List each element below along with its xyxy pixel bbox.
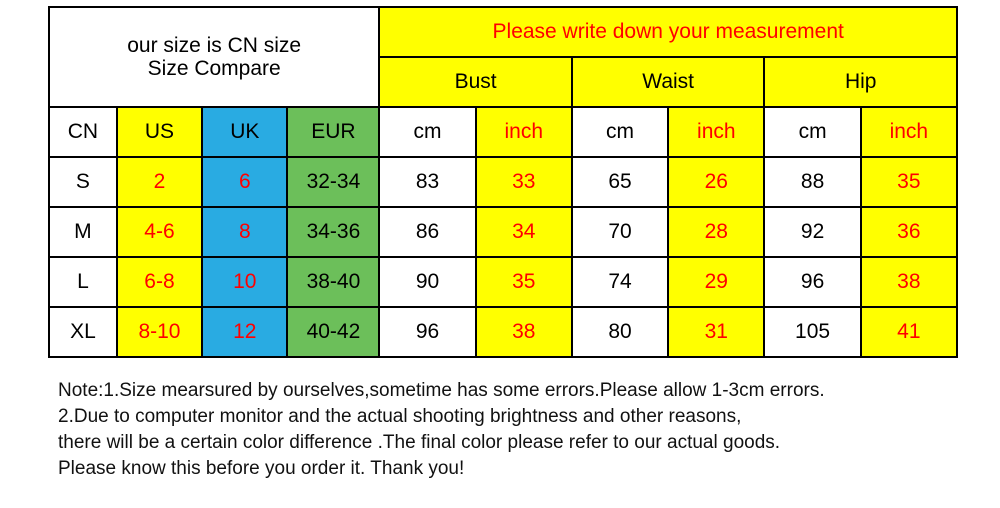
cell-hip-inch: 35 <box>861 157 957 207</box>
cell-waist-cm: 65 <box>572 157 668 207</box>
note-line-1: Note:1.Size mearsured by ourselves,sometime has some errors.Please allow 1-3cm errors. <box>58 380 825 401</box>
cell-hip-inch: 38 <box>861 257 957 307</box>
cell-us: 4-6 <box>117 207 202 257</box>
cell-eur: 40-42 <box>287 307 379 357</box>
cell-hip-cm: 105 <box>764 307 860 357</box>
cell-bust-cm: 83 <box>379 157 475 207</box>
column-header-bust-inch: inch <box>476 107 572 157</box>
table-row <box>49 307 957 357</box>
notes-block <box>58 378 958 482</box>
chart-title-line1: our size is CN size <box>127 33 302 57</box>
cell-us: 2 <box>117 157 202 207</box>
note-line-2: 2.Due to computer monitor and the actual shooting brightness and other reasons, <box>58 406 742 427</box>
column-header-hip-inch: inch <box>861 107 957 157</box>
size-chart-table <box>48 6 958 358</box>
cell-hip-cm: 96 <box>764 257 860 307</box>
cell-eur: 32-34 <box>287 157 379 207</box>
cell-hip-cm: 88 <box>764 157 860 207</box>
chart-title-cell <box>49 7 379 107</box>
cell-uk: 8 <box>202 207 287 257</box>
measurement-header: Please write down your measurement <box>379 7 957 57</box>
column-header-us: US <box>117 107 202 157</box>
cell-waist-cm: 80 <box>572 307 668 357</box>
cell-hip-inch: 41 <box>861 307 957 357</box>
cell-eur: 34-36 <box>287 207 379 257</box>
column-header-cn: CN <box>49 107 117 157</box>
note-line-3: there will be a certain color difference .The final color please refer to our actual goods. <box>58 432 781 453</box>
table-row <box>49 157 957 207</box>
cell-uk: 6 <box>202 157 287 207</box>
table-row <box>49 207 957 257</box>
cell-bust-cm: 96 <box>379 307 475 357</box>
cell-waist-cm: 70 <box>572 207 668 257</box>
cell-bust-inch: 38 <box>476 307 572 357</box>
cell-uk: 10 <box>202 257 287 307</box>
cell-cn: XL <box>49 307 117 357</box>
column-header-uk: UK <box>202 107 287 157</box>
column-header-waist-inch: inch <box>668 107 764 157</box>
cell-waist-inch: 29 <box>668 257 764 307</box>
note-line-4: Please know this before you order it. Thank you! <box>58 458 465 479</box>
group-header-hip: Hip <box>764 57 957 107</box>
table-column-header-row <box>49 107 957 157</box>
cell-eur: 38-40 <box>287 257 379 307</box>
cell-waist-cm: 74 <box>572 257 668 307</box>
cell-bust-inch: 35 <box>476 257 572 307</box>
table-header-row-title <box>49 7 957 57</box>
group-header-waist: Waist <box>572 57 765 107</box>
cell-bust-inch: 33 <box>476 157 572 207</box>
cell-hip-inch: 36 <box>861 207 957 257</box>
cell-us: 6-8 <box>117 257 202 307</box>
table-row <box>49 257 957 307</box>
column-header-eur: EUR <box>287 107 379 157</box>
cell-waist-inch: 31 <box>668 307 764 357</box>
cell-bust-cm: 86 <box>379 207 475 257</box>
column-header-bust-cm: cm <box>379 107 475 157</box>
cell-cn: M <box>49 207 117 257</box>
cell-bust-inch: 34 <box>476 207 572 257</box>
column-header-waist-cm: cm <box>572 107 668 157</box>
chart-title-line2: Size Compare <box>147 57 281 80</box>
cell-waist-inch: 28 <box>668 207 764 257</box>
cell-cn: S <box>49 157 117 207</box>
cell-bust-cm: 90 <box>379 257 475 307</box>
cell-waist-inch: 26 <box>668 157 764 207</box>
cell-uk: 12 <box>202 307 287 357</box>
cell-us: 8-10 <box>117 307 202 357</box>
cell-cn: L <box>49 257 117 307</box>
column-header-hip-cm: cm <box>764 107 860 157</box>
cell-hip-cm: 92 <box>764 207 860 257</box>
group-header-bust: Bust <box>379 57 572 107</box>
